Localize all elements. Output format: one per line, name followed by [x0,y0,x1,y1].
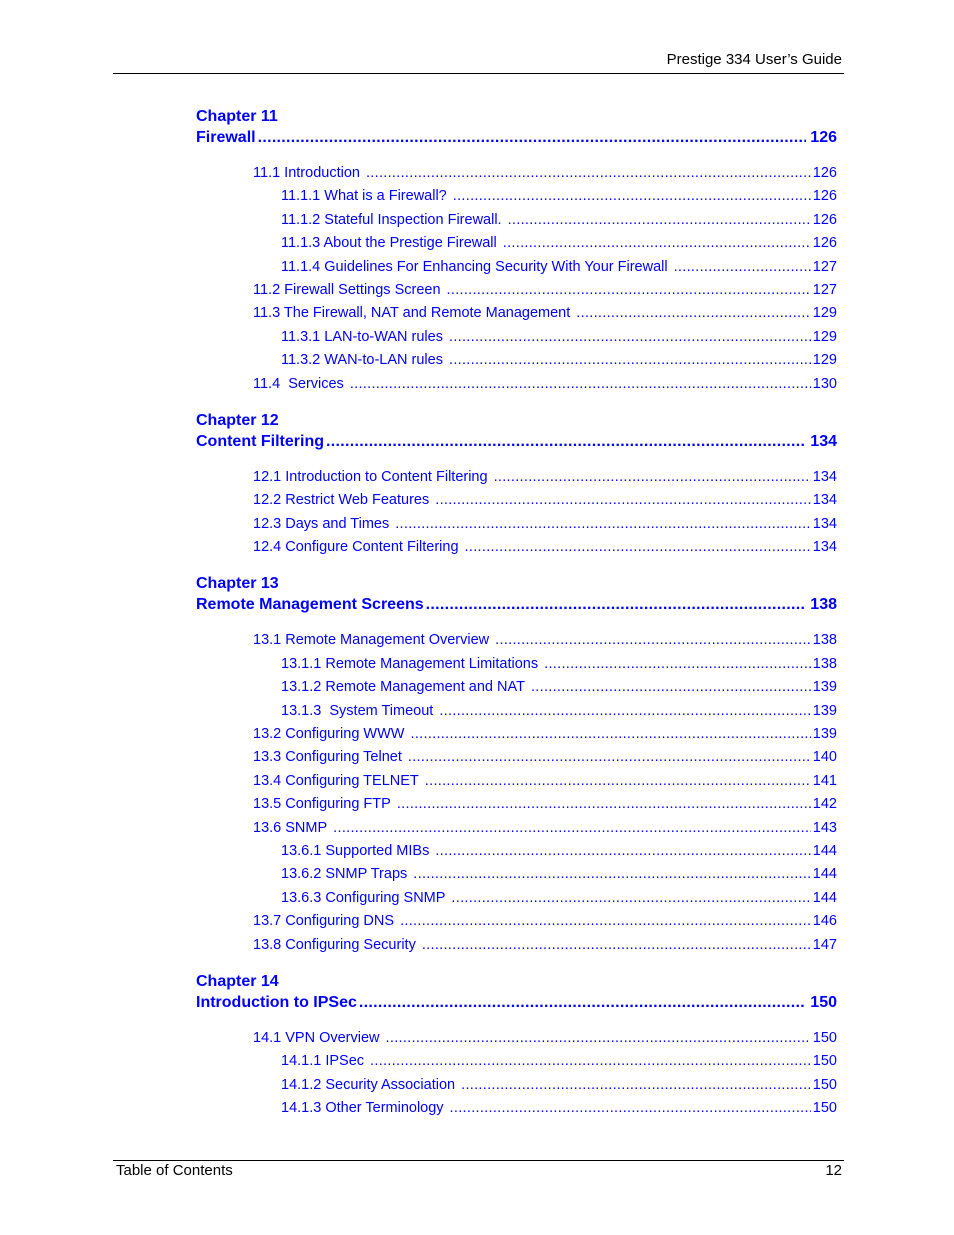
toc-subsection-link[interactable] [196,349,837,372]
toc-entry-page-number: 134 [812,539,837,556]
dot-leader [544,653,811,676]
toc-entry-page-number: 140 [812,749,837,766]
dot-leader [439,700,810,723]
chapter-title: Remote Management Screens [196,596,424,614]
table-of-contents [196,106,837,1135]
toc-subsection-link[interactable] [196,256,837,279]
toc-entry-page-number: 129 [812,352,837,369]
toc-entry-text: 11.1.1 What is a Firewall? [281,188,447,205]
toc-entry-text: 14.1.1 IPSec [281,1053,365,1070]
toc-entry-text: 11.1.2 Stateful Inspection Firewall. [281,211,502,228]
toc-entry-page-number: 150 [812,1076,837,1093]
toc-section-link[interactable] [196,817,837,840]
toc-entry-page-number: 126 [812,165,837,181]
chapter-title-link[interactable] [196,594,837,615]
toc-entry-text: 13.3 Configuring Telnet [253,749,402,766]
toc-subsection-link[interactable] [196,232,837,255]
toc-subsection-link[interactable] [196,863,837,886]
dot-leader [494,466,811,489]
toc-entry-text: 14.1.3 Other Terminology [281,1100,444,1117]
chapter-title-link[interactable] [196,127,837,148]
footer-page-number: 12 [825,1162,842,1179]
footer-section-label: Table of Contents [116,1162,233,1179]
toc-section-link[interactable] [196,373,837,396]
toc-entry-page-number: 127 [812,281,837,298]
toc-section-link[interactable] [196,489,837,512]
chapter-label[interactable]: Chapter 12 [196,411,279,429]
chapter-title: Content Filtering [196,432,324,450]
toc-entry-text: 12.2 Restrict Web Features [253,492,430,509]
dot-leader [422,934,811,957]
toc-subsection-link[interactable] [196,185,837,208]
toc-subsection-link[interactable] [196,326,837,349]
dot-leader [495,629,811,652]
toc-entry-page-number: 126 [812,235,837,252]
toc-entry-text: 13.6.3 Configuring SNMP [281,889,446,906]
dot-leader [413,863,811,886]
dot-leader [326,431,806,452]
dot-leader [366,162,811,185]
toc-entry-text: 13.1 Remote Management Overview [253,632,490,649]
toc-entry-text: 13.1.3 System Timeout [281,702,434,719]
toc-entry-text: 11.1.4 Guidelines For Enhancing Security With Your Firewall [281,258,668,275]
toc-entry-page-number: 126 [812,211,837,228]
dot-leader [350,373,811,396]
toc-entry-page-number: 144 [812,842,837,859]
toc-subsection-link[interactable] [196,887,837,910]
toc-entry-page-number: 134 [812,492,837,509]
toc-section-link[interactable] [196,302,837,325]
toc-entry-text: 14.1 VPN Overview [253,1029,380,1046]
toc-entry-text: 11.3.2 WAN-to-LAN rules [281,352,443,369]
header-rule [113,73,844,74]
toc-entry-text: 13.4 Configuring TELNET [253,772,419,789]
chapter-title-link[interactable] [196,431,837,452]
toc-entry-page-number: 130 [812,375,837,392]
toc-entry-text: 12.3 Days and Times [253,515,390,532]
toc-section-link[interactable] [196,746,837,769]
dot-leader [435,489,811,512]
chapter-page-number: 138 [810,596,837,614]
toc-entry-text: 11.1.3 About the Prestige Firewall [281,235,497,252]
toc-entry-text: 12.4 Configure Content Filtering [253,539,459,556]
chapter-page-number: 134 [810,432,837,450]
toc-section-link[interactable] [196,770,837,793]
dot-leader [370,1050,811,1073]
toc-entry-text: 13.1.1 Remote Management Limitations [281,655,539,672]
toc-entry-page-number: 139 [812,702,837,719]
toc-entry-page-number: 150 [812,1100,837,1117]
toc-entry-text: 11.2 Firewall Settings Screen [253,281,441,298]
dot-leader [397,793,811,816]
dot-leader [386,1027,811,1050]
dot-leader [449,349,811,372]
toc-subsection-link[interactable] [196,1050,837,1073]
toc-entry-text: 13.6 SNMP [253,819,328,836]
chapter-block [196,410,837,560]
dot-leader [449,326,811,349]
dot-leader [453,185,811,208]
dot-leader [503,232,811,255]
toc-subsection-link[interactable] [196,700,837,723]
toc-entry-page-number: 129 [812,328,837,345]
toc-entry-text: 14.1.2 Security Association [281,1076,456,1093]
dot-leader [333,817,811,840]
toc-entry-text: 11.1 Introduction [253,165,360,181]
toc-entry-page-number: 139 [812,679,837,696]
toc-entry-text: 13.8 Configuring Security [253,936,416,953]
toc-entry-page-number: 126 [812,188,837,205]
dot-leader [508,209,811,232]
dot-leader [461,1074,811,1097]
toc-subsection-link[interactable] [196,676,837,699]
chapter-block [196,971,837,1121]
chapter-page-number: 126 [810,129,837,146]
toc-section-link[interactable] [196,1027,837,1050]
chapter-title-link[interactable] [196,992,837,1013]
chapter-title: Introduction to IPSec [196,993,357,1011]
toc-entry-page-number: 144 [812,889,837,906]
chapter-label[interactable]: Chapter 14 [196,972,279,990]
toc-entry-text: 11.4 Services [253,375,344,392]
toc-entry-text: 11.3.1 LAN-to-WAN rules [281,328,443,345]
chapter-label[interactable]: Chapter 13 [196,575,279,593]
dot-leader [674,256,811,279]
dot-leader [465,536,811,559]
toc-section-link[interactable] [196,723,837,746]
dot-leader [531,676,811,699]
dot-leader [576,302,811,325]
dot-leader [451,887,810,910]
toc-section-link[interactable] [196,536,837,559]
toc-entry-page-number: 146 [812,913,837,930]
toc-entry-page-number: 142 [812,796,837,813]
footer-rule [113,1160,844,1161]
chapter-title: Firewall [196,129,256,146]
toc-entry-page-number: 134 [812,468,837,485]
toc-entry-text: 13.6.1 Supported MIBs [281,842,430,859]
toc-entry-text: 13.1.2 Remote Management and NAT [281,679,525,696]
toc-entry-page-number: 143 [812,819,837,836]
toc-subsection-link[interactable] [196,653,837,676]
toc-entry-page-number: 129 [812,305,837,322]
dot-leader [408,746,811,769]
toc-entry-page-number: 139 [812,726,837,743]
chapter-page-number: 150 [810,993,837,1011]
toc-entry-text: 13.2 Configuring WWW [253,726,405,743]
dot-leader [425,770,811,793]
toc-section-link[interactable] [196,466,837,489]
chapter-block [196,106,837,396]
toc-entry-text: 13.5 Configuring FTP [253,796,391,813]
toc-section-link[interactable] [196,279,837,302]
dot-leader [426,594,807,615]
toc-entry-text: 12.1 Introduction to Content Filtering [253,468,488,485]
toc-section-link[interactable] [196,793,837,816]
toc-section-link[interactable] [196,629,837,652]
chapter-label[interactable]: Chapter 11 [196,108,278,125]
dot-leader [411,723,811,746]
running-header-title: Prestige 334 User’s Guide [666,51,842,68]
toc-entry-text: 13.7 Configuring DNS [253,913,395,930]
toc-entry-text: 13.6.2 SNMP Traps [281,866,408,883]
toc-entry-page-number: 150 [812,1053,837,1070]
toc-entry-page-number: 127 [812,258,837,275]
toc-section-link[interactable] [196,162,837,185]
dot-leader [435,840,810,863]
toc-entry-page-number: 144 [812,866,837,883]
toc-subsection-link[interactable] [196,1074,837,1097]
toc-subsection-link[interactable] [196,209,837,232]
dot-leader [258,127,807,148]
toc-entry-page-number: 147 [812,936,837,953]
dot-leader [359,992,806,1013]
dot-leader [447,279,811,302]
dot-leader [450,1097,811,1120]
toc-entry-text: 11.3 The Firewall, NAT and Remote Management [253,305,571,322]
toc-entry-page-number: 150 [812,1029,837,1046]
toc-entry-page-number: 138 [812,655,837,672]
toc-section-link[interactable] [196,910,837,933]
toc-subsection-link[interactable] [196,1097,837,1120]
chapter-block [196,573,837,956]
toc-subsection-link[interactable] [196,840,837,863]
toc-section-link[interactable] [196,513,837,536]
toc-entry-page-number: 141 [812,772,837,789]
toc-section-link[interactable] [196,934,837,957]
toc-entry-page-number: 134 [812,515,837,532]
toc-entry-page-number: 138 [812,632,837,649]
dot-leader [395,513,811,536]
dot-leader [400,910,811,933]
